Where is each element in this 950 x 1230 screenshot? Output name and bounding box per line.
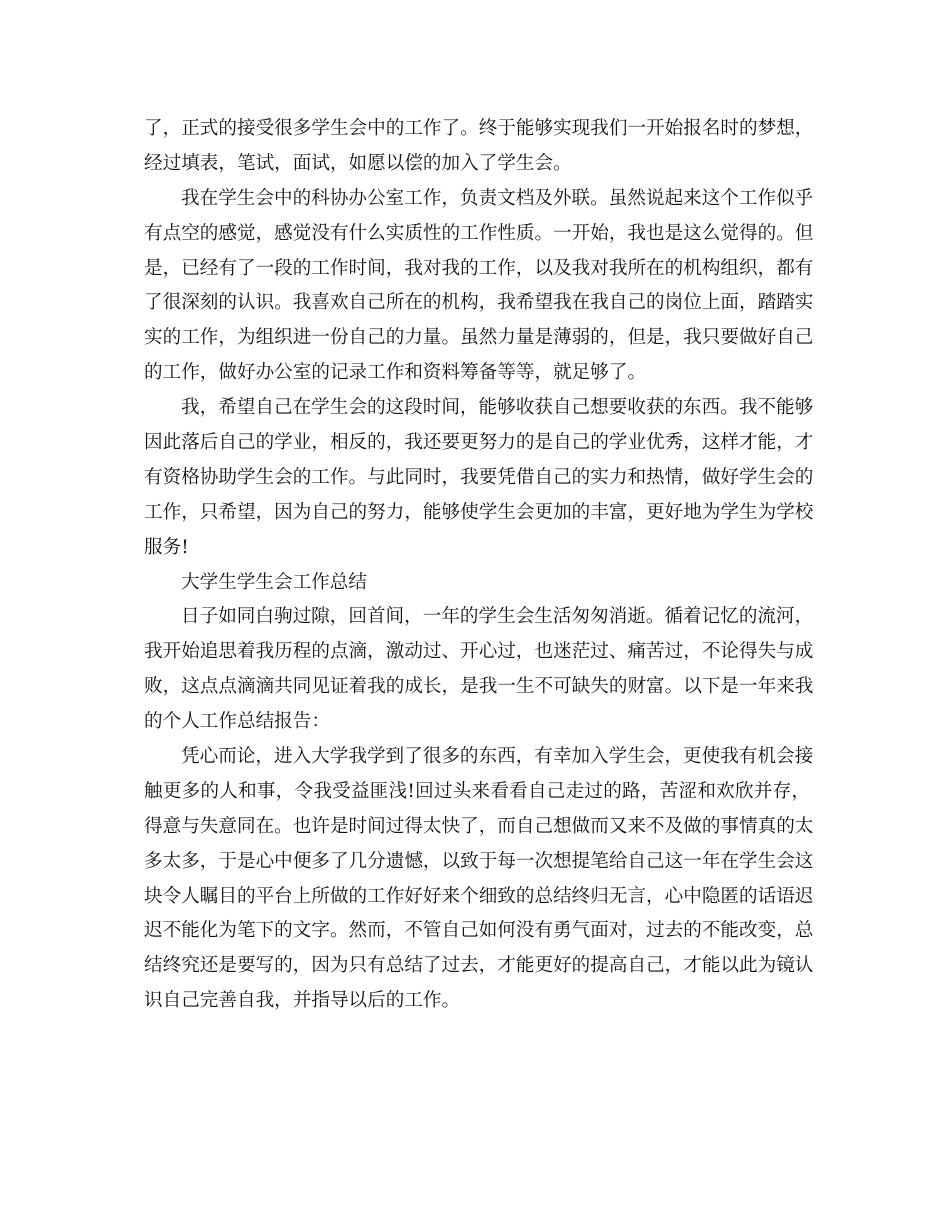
text-line: 因此落后自己的学业，相反的，我还要更努力的是自己的学业优秀，这样才能，才 xyxy=(144,432,814,454)
text-line: 多太多，于是心中便多了几分遗憾，以致于每一次想提笔给自己这一年在学生会这 xyxy=(144,850,814,872)
text-line: 得意与失意同在。也许是时间过得太快了，而自己想做而又来不及做的事情真的太 xyxy=(144,815,814,837)
text-line: 有资格协助学生会的工作。与此同时，我要凭借自己的实力和热情，做好学生会的 xyxy=(144,466,814,488)
text-line: 败，这点点滴滴共同见证着我的成长，是我一生不可缺失的财富。以下是一年来我 xyxy=(144,676,814,698)
text-line: 是，已经有了一段的工作时间，我对我的工作，以及我对我所在的机构组织，都有 xyxy=(144,257,814,279)
document-body xyxy=(144,112,814,1019)
text-line: 的工作，做好办公室的记录工作和资料筹备等等，就足够了。 xyxy=(144,362,647,384)
text-line: 大学生学生会工作总结 xyxy=(181,571,367,593)
text-line: 我在学生会中的科协办公室工作，负责文档及外联。虽然说起来这个工作似乎 xyxy=(181,187,814,209)
text-line: 结终究还是要写的，因为只有总结了过去，才能更好的提高自己，才能以此为镜认 xyxy=(144,955,814,977)
text-line: 触更多的人和事，令我受益匪浅!回过头来看看自己走过的路，苦涩和欢欣并存， xyxy=(144,780,810,802)
text-line: 凭心而论，进入大学我学到了很多的东西，有幸加入学生会，更使我有机会接 xyxy=(181,746,814,768)
text-line: 块令人瞩目的平台上所做的工作好好来个细致的总结终归无言，心中隐匿的话语迟 xyxy=(144,885,814,907)
text-line: 我，希望自己在学生会的这段时间，能够收获自己想要收获的东西。我不能够 xyxy=(181,397,814,419)
text-line: 迟不能化为笔下的文字。然而，不管自己如何没有勇气面对，过去的不能改变，总 xyxy=(144,920,814,942)
text-line: 日子如同白驹过隙，回首间，一年的学生会生活匆匆消逝。循着记忆的流河， xyxy=(181,606,814,628)
text-line: 的个人工作总结报告： xyxy=(144,711,330,733)
text-line: 经过填表，笔试，面试，如愿以偿的加入了学生会。 xyxy=(144,152,572,174)
text-line: 我开始追思着我历程的点滴，激动过、开心过，也迷茫过、痛苦过，不论得失与成 xyxy=(144,641,814,663)
text-line: 识自己完善自我，并指导以后的工作。 xyxy=(144,990,461,1012)
text-line: 服务! xyxy=(144,536,189,558)
text-line: 了很深刻的认识。我喜欢自己所在的机构，我希望我在我自己的岗位上面，踏踏实 xyxy=(144,292,814,314)
text-line: 有点空的感觉，感觉没有什么实质性的工作性质。一开始，我也是这么觉得的。但 xyxy=(144,222,814,244)
text-line: 工作，只希望，因为自己的努力，能够使学生会更加的丰富，更好地为学生为学校 xyxy=(144,501,814,523)
text-line: 实的工作，为组织进一份自己的力量。虽然力量是薄弱的，但是，我只要做好自己 xyxy=(144,327,814,349)
text-line: 了，正式的接受很多学生会中的工作了。终于能够实现我们一开始报名时的梦想， xyxy=(144,118,814,139)
